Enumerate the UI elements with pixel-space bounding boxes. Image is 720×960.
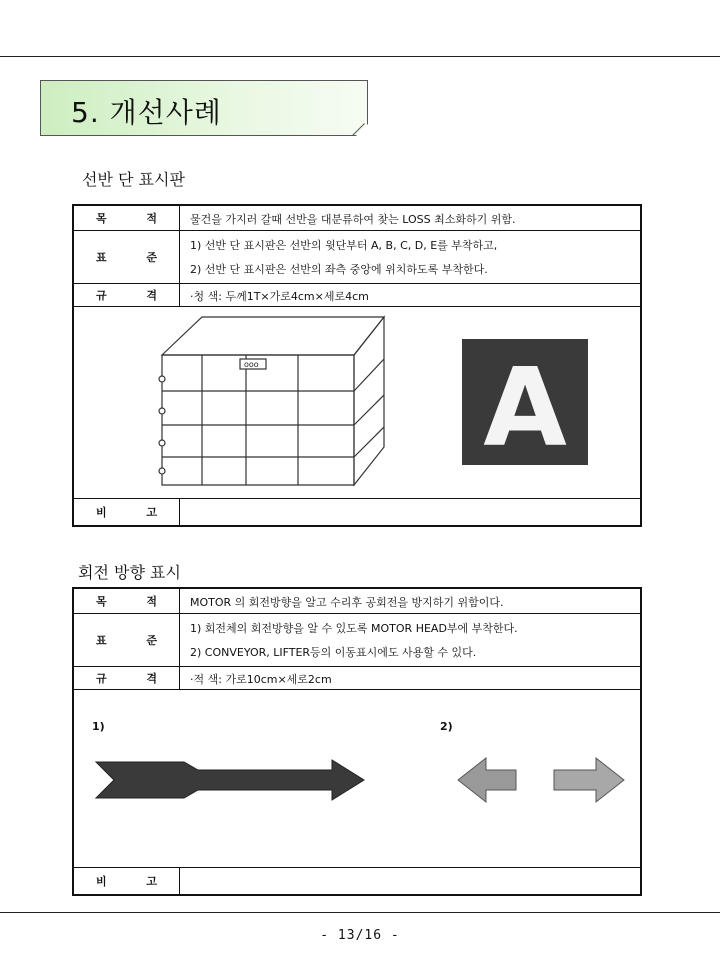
row-standard (74, 614, 640, 667)
figure-label-1: 1) (92, 720, 105, 733)
row-label: 규 격 (74, 284, 180, 306)
row-content (186, 614, 634, 666)
footer-rule (0, 912, 720, 913)
content-line: 1) 선반 단 표시판은 선반의 윗단부터 A, B, C, D, E를 부착하고, (190, 239, 498, 252)
page-number: - 13/16 - (320, 928, 400, 943)
figure-arrows (74, 690, 640, 868)
row-content (186, 231, 634, 283)
header-rule (0, 56, 720, 57)
section-heading-rotation: 회전 방향 표시 (78, 563, 181, 582)
row-spec (74, 667, 640, 690)
figure-shelf (74, 307, 640, 501)
content-line: 2) 선반 단 표시판은 선반의 좌측 중앙에 위치하도록 부착한다. (190, 263, 488, 276)
content-line: 2) CONVEYOR, LIFTER등의 이동표시에도 사용할 수 있다. (190, 646, 477, 659)
row-content (186, 206, 634, 230)
shelf-tag-text: ooo (244, 360, 259, 369)
row-purpose (74, 589, 640, 614)
row-label: 목 적 (74, 589, 180, 613)
sign-letter: A (483, 346, 567, 471)
row-label: 비 고 (74, 868, 180, 894)
row-content (186, 667, 634, 689)
content-line: MOTOR 의 회전방향을 알고 수리후 공회전을 방지하기 위함이다. (190, 596, 504, 609)
section-heading-shelf: 선반 단 표시판 (82, 170, 185, 189)
content-line: 물건을 가지러 갈때 선반을 대분류하여 찾는 LOSS 최소화하기 위함. (190, 213, 516, 226)
single-direction-arrow (96, 760, 364, 800)
improvement-table-rotation (72, 587, 642, 896)
row-label: 비 고 (74, 499, 180, 525)
row-note (74, 867, 640, 894)
shelf-illustration (74, 307, 640, 501)
row-content (186, 284, 634, 306)
section-title-box (40, 80, 368, 136)
row-standard (74, 231, 640, 284)
figure-label-2: 2) (440, 720, 453, 733)
improvement-table-shelf (72, 204, 642, 527)
left-arrow (458, 758, 516, 802)
shelf-drawing (159, 317, 384, 485)
right-arrow (554, 758, 624, 802)
row-purpose (74, 206, 640, 231)
page-title: 5. 개선사례 (71, 96, 222, 129)
row-label: 목 적 (74, 206, 180, 230)
content-line: ·적 색: 가로10cm×세로2cm (190, 673, 332, 686)
content-line: ·청 색: 두께1T×가로4cm×세로4cm (190, 290, 369, 303)
row-label: 규 격 (74, 667, 180, 689)
row-content (186, 589, 634, 613)
row-label: 표 준 (74, 231, 180, 283)
row-spec (74, 284, 640, 307)
content-line: 1) 회전체의 회전방향을 알 수 있도록 MOTOR HEAD부에 부착한다. (190, 622, 518, 635)
row-label: 표 준 (74, 614, 180, 666)
row-note (74, 498, 640, 525)
